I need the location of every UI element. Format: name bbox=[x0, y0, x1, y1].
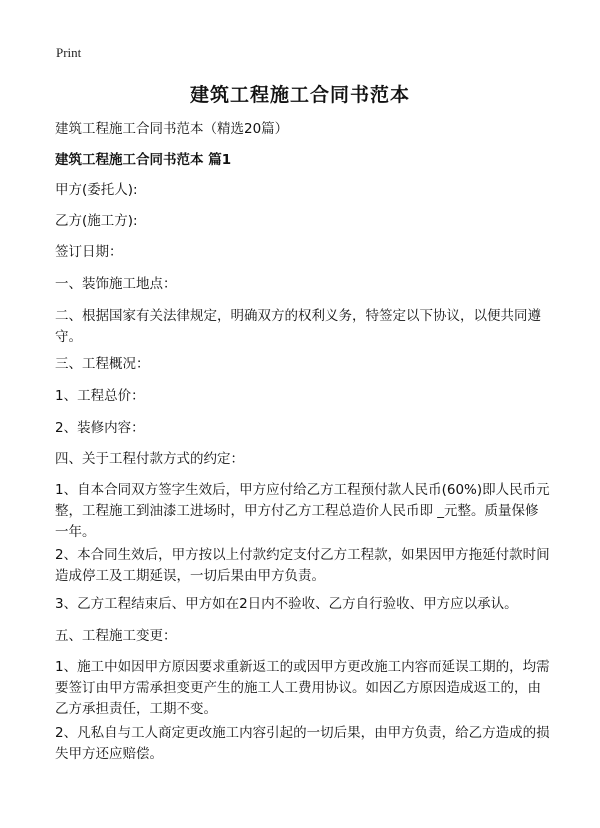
clause-changes: 五、工程施工变更： bbox=[55, 628, 177, 644]
clause-payment-2: 2、本合同生效后，甲方按以上付款约定支付乙方工程款，如果因甲方拖延付款时间造成停工及工期延误，一切后果由甲方负责。 bbox=[55, 547, 550, 584]
clause-payment-1: 1、自本合同双方签字生效后，甲方应付给乙方工程预付款人民币(60%)即人民币元整，工程施工到油漆工进场时，甲方付乙方工程总造价人民币即 _元整。质量保修一年。 bbox=[55, 482, 550, 540]
print-link[interactable]: Print bbox=[56, 45, 82, 60]
clause-payment-3: 3、乙方工程结束后、甲方如在2日内不验收、乙方自行验收、甲方应以承认。 bbox=[55, 596, 518, 612]
clause-change-2: 2、凡私自与工人商定更改施工内容引起的一切后果，由甲方负责，给乙方造成的损失甲方还应赔偿。 bbox=[55, 725, 550, 762]
document-subtitle: 建筑工程施工合同书范本（精选20篇） bbox=[55, 121, 289, 137]
party-b-line: 乙方(施工方): bbox=[55, 213, 138, 229]
party-a-line: 甲方(委托人): bbox=[55, 182, 138, 198]
document-title: 建筑工程施工合同书范本 bbox=[189, 84, 410, 106]
clause-change-1: 1、施工中如因甲方原因要求重新返工的或因甲方更改施工内容而延误工期的，均需要签订由甲方需承担变更产生的施工人工费用协议。如因乙方原因造成返工的，由乙方承担责任，工期不变。 bbox=[55, 659, 550, 717]
clause-legal-basis: 二、根据国家有关法律规定，明确双方的权利义务，特签定以下协议，以便共同遵守。 bbox=[55, 308, 541, 345]
clause-decoration-content: 2、装修内容： bbox=[55, 420, 145, 436]
clause-location: 一、装饰施工地点： bbox=[55, 276, 177, 292]
clause-total-price: 1、工程总价： bbox=[55, 388, 145, 404]
clause-payment-terms: 四、关于工程付款方式的约定： bbox=[55, 451, 244, 467]
section-heading: 建筑工程施工合同书范本 篇1 bbox=[55, 152, 232, 168]
clause-overview: 三、工程概况： bbox=[55, 356, 150, 372]
sign-date-line: 签订日期： bbox=[55, 244, 123, 260]
